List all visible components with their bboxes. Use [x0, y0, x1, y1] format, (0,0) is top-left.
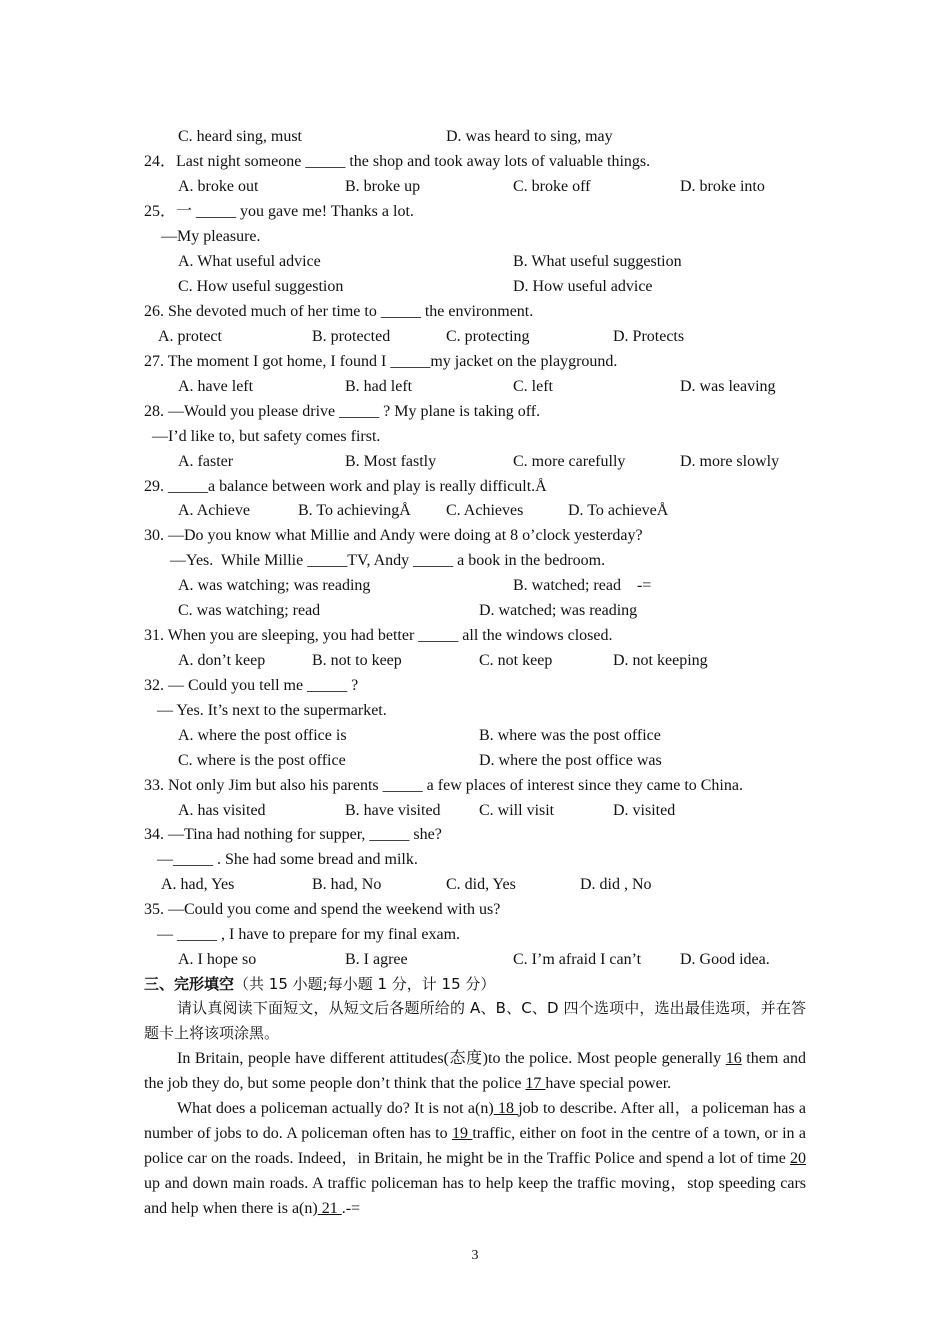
cloze-passage: [144, 1046, 806, 1221]
q29-option-b: B. To achievingÅ: [298, 502, 411, 519]
q31-option-a: A. don’t keep: [178, 652, 266, 669]
q35-reply: — _____ , I have to prepare for my final exam.: [157, 926, 461, 943]
q33-option-d: D. visited: [613, 802, 676, 819]
q29-option-a: A. Achieve: [178, 502, 250, 519]
q27-option-a: A. have left: [178, 378, 254, 395]
q30-option-d: D. watched; was reading: [479, 602, 638, 619]
q34-option-c: C. did, Yes: [446, 876, 516, 893]
q28-option-c: C. more carefully: [513, 453, 626, 470]
passage-paragraph-2: What does a policeman actually do? It is not a(n) 18 job to describe. After all，a policeman has a number of jobs to do. A policeman often has to 19 traffic, either on foot in the centre of a town, or in a police car on the roads. Indeed，in Britain, he might be in the Traffic Police and spend a lot of time 20 up and down main roads. A traffic policeman has to help keep the traffic moving，stop speeding cars and help when there is a(n) 21 .-=: [144, 1100, 807, 1217]
q32-option-a: A. where the post office is: [178, 727, 347, 744]
q32-option-c: C. where is the post office: [178, 752, 346, 769]
q26-option-c: C. protecting: [446, 328, 530, 345]
q34-reply: —_____ . She had some bread and milk.: [157, 851, 418, 868]
blank-20: 20: [790, 1150, 806, 1167]
blank-17: 17: [525, 1075, 546, 1092]
blank-19: 19: [451, 1125, 473, 1142]
q33-option-a: A. has visited: [178, 802, 266, 819]
q30-reply: —Yes. While Millie _____TV, Andy _____ a book in the bedroom.: [170, 552, 606, 569]
blank-21: 21: [317, 1200, 342, 1217]
q25-option-d: D. How useful advice: [513, 278, 653, 295]
q29-option-c: C. Achieves: [446, 502, 524, 519]
q26-option-b: B. protected: [312, 328, 391, 345]
q26-option-a: A. protect: [158, 328, 222, 345]
q28-option-a: A. faster: [178, 453, 234, 470]
q24-stem: 24．Last night someone _____ the shop and took away lots of valuable things.: [144, 153, 651, 170]
section-title: 三、完形填空: [144, 975, 235, 993]
section-instruction: [144, 996, 806, 1046]
q27-option-b: B. had left: [345, 378, 413, 395]
q30-option-c: C. was watching; read: [178, 602, 321, 619]
q24-option-c: C. broke off: [513, 178, 591, 195]
q29-stem: 29. _____a balance between work and play is really difficult.Å: [144, 478, 547, 495]
q25-reply: —My pleasure.: [161, 228, 261, 245]
q32-reply: — Yes. It’s next to the supermarket.: [157, 702, 387, 719]
q26-stem: 26. She devoted much of her time to _____ the environment.: [144, 303, 534, 320]
q27-stem: 27. The moment I got home, I found I _____my jacket on the playground.: [144, 353, 618, 370]
q28-stem: 28. —Would you please drive _____ ? My plane is taking off.: [144, 403, 541, 420]
q23-option-c: C. heard sing, must: [178, 128, 302, 145]
q30-option-a: A. was watching; was reading: [178, 577, 371, 594]
q26-option-d: D. Protects: [613, 328, 685, 345]
q32-stem: 32. — Could you tell me _____ ?: [144, 677, 359, 694]
q29-option-d: D. To achieveÅ: [568, 502, 669, 519]
blank-16: 16: [725, 1050, 742, 1067]
q23-option-d: D. was heard to sing, may: [446, 128, 613, 145]
q33-option-c: C. will visit: [479, 802, 555, 819]
q30-option-b: B. watched; read -=: [513, 577, 652, 594]
q30-stem: 30. —Do you know what Millie and Andy were doing at 8 o’clock yesterday?: [144, 527, 643, 544]
q31-option-c: C. not keep: [479, 652, 553, 669]
q35-option-d: D. Good idea.: [680, 951, 770, 968]
q34-option-b: B. had, No: [312, 876, 382, 893]
q34-option-d: D. did , No: [580, 876, 652, 893]
q27-option-d: D. was leaving: [680, 378, 776, 395]
q32-option-b: B. where was the post office: [479, 727, 661, 744]
q25-stem: 25．一 _____ you gave me! Thanks a lot.: [144, 203, 414, 220]
q33-option-b: B. have visited: [345, 802, 441, 819]
section-note: （共 15 小题;每小题 1 分，计 15 分）: [234, 975, 496, 993]
q35-stem: 35. —Could you come and spend the weekend with us?: [144, 901, 501, 918]
q28-option-d: D. more slowly: [680, 453, 780, 470]
passage-paragraph-1: In Britain, people have different attitudes(态度)to the police. Most people generally 16 them and the job they do, but some people don’t think that the police 17 have special power.: [144, 1050, 806, 1092]
q31-option-d: D. not keeping: [613, 652, 708, 669]
q35-option-c: C. I’m afraid I can’t: [513, 951, 642, 968]
q28-reply: —I’d like to, but safety comes first.: [152, 428, 381, 445]
q33-stem: 33. Not only Jim but also his parents _____ a few places of interest since they came to China.: [144, 777, 743, 794]
q27-option-c: C. left: [513, 378, 553, 395]
q31-option-b: B. not to keep: [312, 652, 402, 669]
q34-option-a: A. had, Yes: [161, 876, 235, 893]
q32-option-d: D. where the post office was: [479, 752, 662, 769]
q25-option-b: B. What useful suggestion: [513, 253, 682, 270]
page-number: 3: [471, 1248, 479, 1263]
section-heading: [144, 974, 495, 994]
q24-option-d: D. broke into: [680, 178, 765, 195]
q25-option-c: C. How useful suggestion: [178, 278, 344, 295]
q35-option-b: B. I agree: [345, 951, 408, 968]
q24-option-a: A. broke out: [178, 178, 259, 195]
q28-option-b: B. Most fastly: [345, 453, 437, 470]
q31-stem: 31. When you are sleeping, you had better _____ all the windows closed.: [144, 627, 613, 644]
q25-option-a: A. What useful advice: [178, 253, 321, 270]
q35-option-a: A. I hope so: [178, 951, 257, 968]
q34-stem: 34. —Tina had nothing for supper, _____ she?: [144, 826, 442, 843]
q24-option-b: B. broke up: [345, 178, 421, 195]
instruction-text: 请认真阅读下面短文，从短文后各题所给的 A、B、C、D 四个选项中，选出最佳选项，并在答题卡上将该项涂黑。: [144, 999, 806, 1042]
blank-18: 18: [493, 1100, 519, 1117]
